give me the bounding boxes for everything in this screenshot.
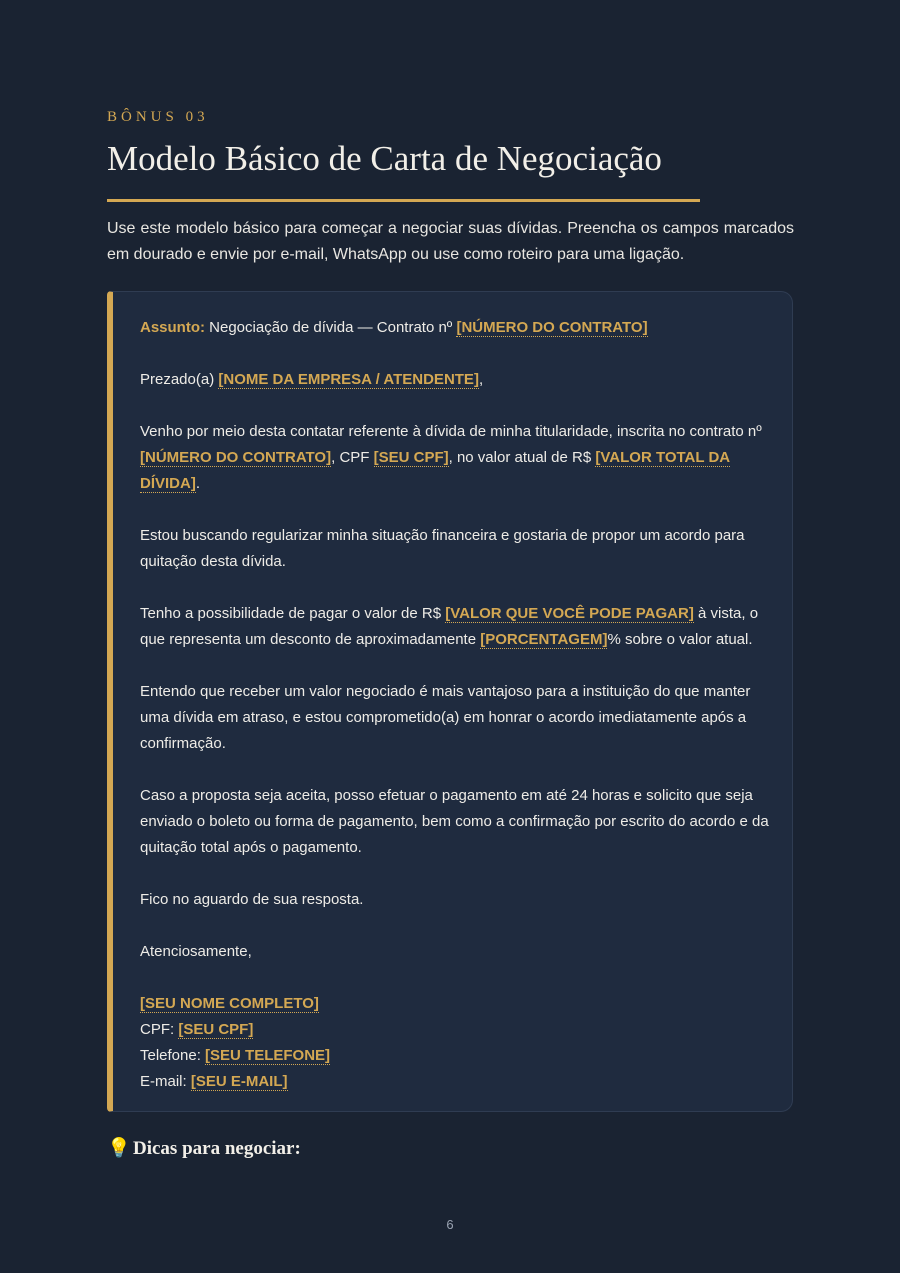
letter-template-card [107, 291, 793, 1112]
letter-body [140, 315, 770, 1095]
field-email[interactable]: [SEU E-MAIL] [190, 1073, 288, 1090]
letter-paragraph-4: Entendo que receber um valor negociado é mais vantajoso para a instituição do que manter uma dívida em atraso, e estou comprometido(a) em honrar o acordo imediatamente após a confirmação. [140, 683, 751, 752]
field-company[interactable]: [NOME DA EMPRESA / ATENDENTE] [218, 371, 479, 388]
signature-phone-label: Telefone: [140, 1047, 206, 1064]
signature-email-label: E-mail: [140, 1073, 191, 1090]
p3-text-c: % sobre o valor atual. [607, 631, 753, 648]
section-eyebrow: BÔNUS 03 [107, 109, 209, 125]
title-divider [107, 199, 700, 202]
field-contract-number[interactable]: [NÚMERO DO CONTRATO] [456, 319, 648, 336]
letter-subject [140, 315, 770, 341]
field-full-name[interactable]: [SEU NOME COMPLETO] [140, 995, 319, 1012]
greeting-text: Prezado(a) [140, 371, 219, 388]
letter-paragraph-6: Fico no aguardo de sua resposta. [140, 891, 364, 908]
field-contract-number[interactable]: [NÚMERO DO CONTRATO] [140, 449, 332, 466]
lightbulb-icon: 💡 [107, 1138, 131, 1159]
field-payable-amount[interactable]: [VALOR QUE VOCÊ PODE PAGAR] [445, 605, 694, 622]
p3-text-a: Tenho a possibilidade de pagar o valor de R$ [140, 605, 446, 622]
letter-paragraph-5: Caso a proposta seja aceita, posso efetuar o pagamento em até 24 horas e solicito que seja enviado o boleto ou forma de pagamento, bem como a confirmação por escrito do acordo e da quitação total após o pagamento. [140, 787, 769, 856]
letter-signature [140, 991, 770, 1095]
subject-label: Assunto: [140, 319, 205, 336]
page-number: 6 [446, 1217, 454, 1232]
page-title: Modelo Básico de Carta de Negociação [107, 139, 662, 178]
tips-heading [107, 1136, 301, 1160]
field-percentage[interactable]: [PORCENTAGEM] [480, 631, 608, 648]
field-cpf[interactable]: [SEU CPF] [178, 1021, 254, 1038]
letter-closing: Atenciosamente, [140, 943, 252, 960]
field-cpf[interactable]: [SEU CPF] [373, 449, 449, 466]
p1-text-b: , CPF [331, 449, 374, 466]
field-phone[interactable]: [SEU TELEFONE] [205, 1047, 331, 1064]
letter-paragraph-3 [140, 601, 770, 653]
letter-paragraph-1 [140, 419, 770, 497]
letter-greeting [140, 367, 770, 393]
greeting-comma: , [478, 371, 484, 388]
p3-text-b: à vista, o que representa um desconto de aproximadamente [140, 605, 759, 648]
letter-paragraph-2: Estou buscando regularizar minha situação financeira e gostaria de propor um acordo para quitação desta dívida. [140, 527, 745, 570]
subject-text: Negociação de dívida — Contrato nº [205, 319, 457, 336]
field-total-debt[interactable]: [VALOR TOTAL DA DÍVIDA] [140, 449, 731, 492]
p1-text-c: , no valor atual de R$ [448, 449, 596, 466]
signature-cpf-label: CPF: [140, 1021, 179, 1038]
p1-text-d: . [195, 475, 201, 492]
p1-text-a: Venho por meio desta contatar referente à dívida de minha titularidade, inscrita no contrato nº [140, 423, 762, 440]
tips-heading-label: Dicas para negociar: [133, 1138, 301, 1159]
intro-paragraph: Use este modelo básico para começar a negociar suas dívidas. Preencha os campos marcados em dourado e envie por e-mail, WhatsApp ou use como roteiro para uma ligação. [107, 220, 794, 263]
